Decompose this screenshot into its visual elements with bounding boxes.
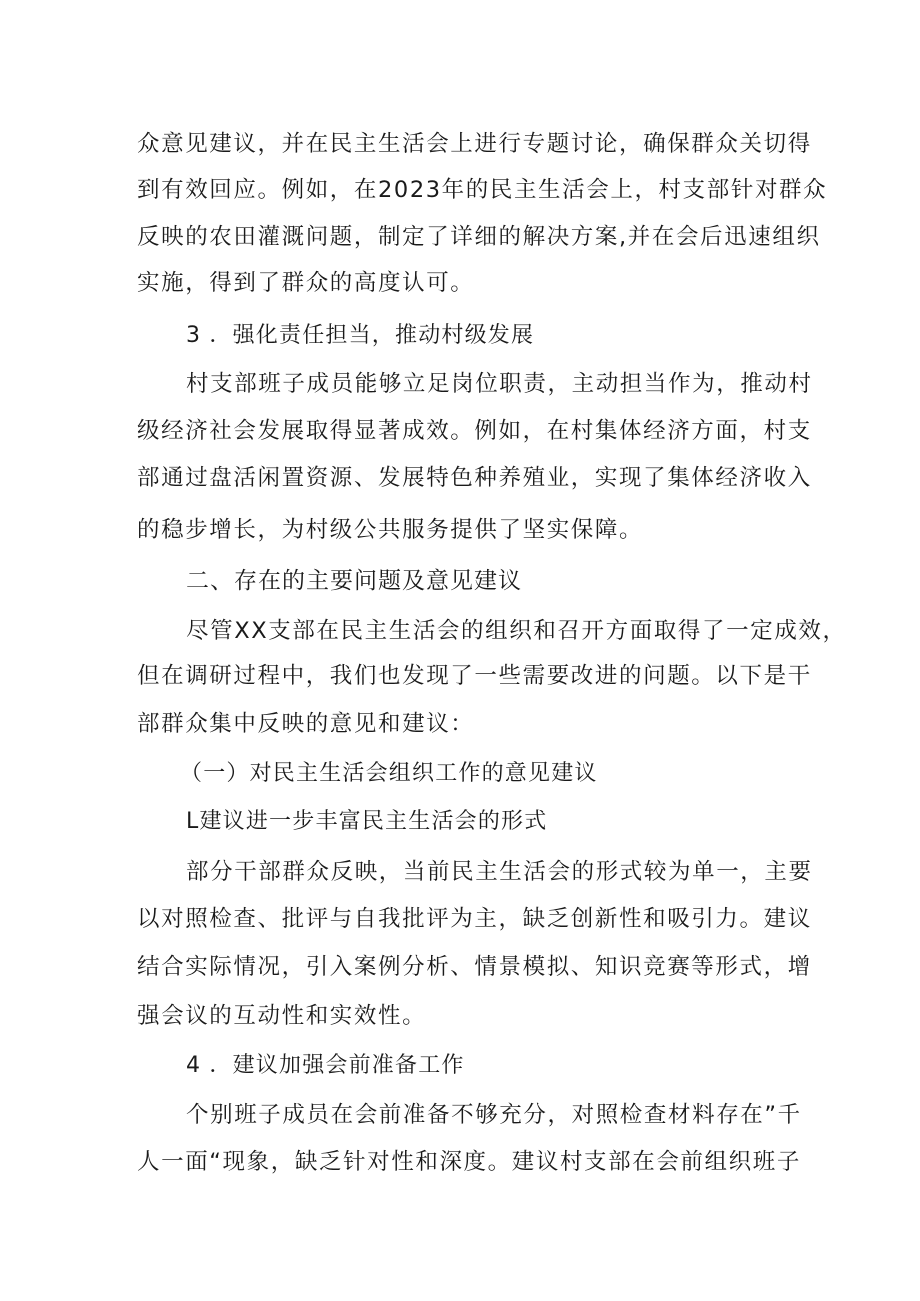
paragraph-line: 以对照检查、批评与自我批评为主，缺乏创新性和吸引力。建议 <box>137 906 812 932</box>
paragraph-line: 个别班子成员在会前准备不够充分，对照检查材料存在”千 <box>186 1102 802 1128</box>
subsection-heading: （一）对民主生活会组织工作的意见建议 <box>180 761 598 786</box>
paragraph-line: 部群众集中反映的意见和建议： <box>137 711 475 737</box>
paragraph-line: 反映的农田灌溉问题，制定了详细的解决方案,并在会后迅速组织 <box>137 224 821 250</box>
paragraph-line: 村支部班子成员能够立足岗位职责，主动担当作为，推动村 <box>186 371 813 397</box>
paragraph-line: 众意见建议，并在民主生活会上进行专题讨论，确保群众关切得 <box>137 131 812 157</box>
paragraph-line: 但在调研过程中，我们也发现了一些需要改进的问题。以下是干 <box>137 663 812 689</box>
section-heading: 二、存在的主要问题及意见建议 <box>186 568 522 594</box>
paragraph-line: 实施，得到了群众的高度认可。 <box>137 270 475 296</box>
item-heading: L建议进一步丰富民主生活会的形式 <box>186 809 548 834</box>
paragraph-line: 到有效回应。例如，在2023年的民主生活会上，村支部针对群众 <box>137 177 828 203</box>
paragraph-line: 尽管XX支部在民主生活会的组织和召开方面取得了一定成效， <box>186 618 847 644</box>
paragraph-line: 级经济社会发展取得显著成效。例如，在村集体经济方面，村支 <box>137 418 812 444</box>
paragraph-line: 的稳步增长，为村级公共服务提供了坚实保障。 <box>137 517 644 543</box>
paragraph-line: 部通过盘活闲置资源、发展特色种养殖业，实现了集体经济收入 <box>137 465 812 491</box>
section-subheading: 3 ．强化责任担当，推动村级发展 <box>186 323 535 348</box>
paragraph-line: 结合实际情况，引入案例分析、情景模拟、知识竞赛等形式，增 <box>137 954 812 980</box>
paragraph-line: 人一面“现象，缺乏针对性和深度。建议村支部在会前组织班子 <box>137 1149 801 1175</box>
paragraph-line: 强会议的互动性和实效性。 <box>137 1003 427 1029</box>
paragraph-line: 部分干部群众反映，当前民主生活会的形式较为单一，主要 <box>186 859 813 885</box>
item-heading: 4 ．建议加强会前准备工作 <box>186 1053 465 1078</box>
